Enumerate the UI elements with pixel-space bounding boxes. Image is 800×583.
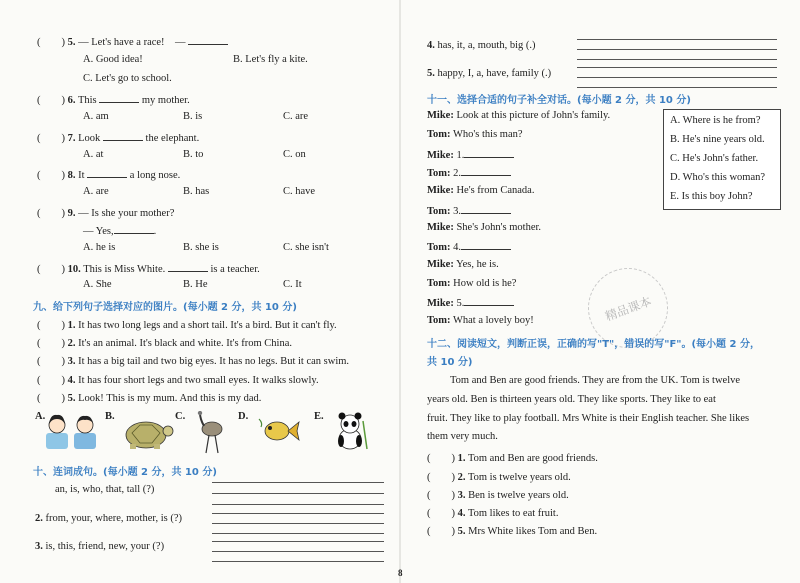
section-9-title: 九、给下列句子选择对应的图片。(每小题 2 分，共 10 分) [33, 302, 297, 313]
dialog-line: Mike: She's John's mother. [427, 222, 542, 233]
option-c: C. she isn't [283, 242, 329, 253]
dialog-line: Tom: 4. [427, 240, 511, 253]
option-a: A. at [83, 149, 104, 160]
answer-blank[interactable] [99, 93, 139, 103]
answer-blank[interactable] [461, 166, 511, 176]
section-10-title: 十、连词成句。(每小题 2 分，共 10 分) [33, 467, 217, 478]
answer-blank[interactable] [461, 204, 511, 214]
answer-line[interactable] [212, 504, 384, 505]
option-a: A. Good idea! [83, 54, 143, 65]
ostrich-picture [190, 411, 230, 458]
turtle-picture [118, 411, 174, 454]
section-11-title: 十一、选择合适的句子补全对话。(每小题 2 分，共 10 分) [427, 95, 691, 106]
true-false-item: ( ) 3. Ben is twelve years old. [427, 490, 569, 501]
matching-item: ( ) 2. It's an animal. It's black and white. It's from China. [37, 338, 293, 349]
answer-line[interactable] [212, 561, 384, 562]
answer-line[interactable] [212, 513, 384, 514]
true-false-item: ( ) 4. Tom likes to eat fruit. [427, 508, 559, 519]
page-divider [399, 0, 401, 583]
word-order-item: 3. is, this, friend, new, your (?) [35, 541, 165, 552]
dialog-line: Mike: Yes, he is. [427, 259, 499, 270]
dialog-line: Tom: 2. [427, 166, 511, 179]
answer-blank[interactable] [188, 35, 228, 45]
passage-line: Tom and Ben are good friends. They are from the UK. Tom is twelve [450, 375, 741, 386]
option-b: B. He [183, 279, 208, 290]
question-9: ( ) 9. — Is she your mother? [37, 208, 175, 219]
pic-label-d: D. [238, 411, 249, 422]
answer-blank[interactable] [114, 224, 154, 234]
option-b: B. she is [183, 242, 219, 253]
question-9-reply: — Yes, . [83, 226, 157, 237]
matching-item: ( ) 4. It has four short legs and two small eyes. It walks slowly. [37, 375, 319, 386]
section-12-title-cont: 共 10 分) [427, 357, 473, 368]
answer-line[interactable] [577, 39, 777, 40]
option-b: B. has [183, 186, 210, 197]
option-c: C. have [283, 186, 316, 197]
option-a: A. he is [83, 242, 116, 253]
pic-label-b: B. [105, 411, 115, 422]
option-c: C. on [283, 149, 306, 160]
answer-line[interactable] [577, 67, 777, 68]
answer-blank[interactable] [87, 168, 127, 178]
true-false-item: ( ) 2. Tom is twelve years old. [427, 472, 571, 483]
option-a: A. am [83, 111, 109, 122]
answer-line[interactable] [577, 59, 777, 60]
option-item: C. He's John's father. [670, 153, 759, 164]
dialog-line: Tom: 3. [427, 204, 511, 217]
option-c: C. Let's go to school. [83, 73, 172, 84]
fish-picture [255, 411, 301, 454]
answer-blank[interactable] [103, 131, 143, 141]
answer-line[interactable] [212, 493, 384, 494]
answer-line[interactable] [212, 551, 384, 552]
matching-item: ( ) 1. It has two long legs and a short tail. It's a bird. But it can't fly. [37, 320, 337, 331]
question-7: ( ) 7. Look the elephant. [37, 133, 200, 144]
answer-paren[interactable]: ( ) [37, 37, 65, 48]
answer-line[interactable] [212, 541, 384, 542]
answer-line[interactable] [212, 533, 384, 534]
option-item: A. Where is he from? [670, 115, 761, 126]
pic-label-e: E. [314, 411, 324, 422]
page-number: 8 [398, 568, 403, 578]
option-c: C. are [283, 111, 309, 122]
dialog-line: Mike: He's from Canada. [427, 185, 535, 196]
option-a: A. are [83, 186, 109, 197]
dialog-line: Tom: Who's this man? [427, 129, 523, 140]
dialog-line: Mike: 1. [427, 148, 514, 161]
answer-line[interactable] [577, 77, 777, 78]
panda-picture [330, 411, 370, 454]
answer-line[interactable] [577, 87, 777, 88]
options-box [663, 109, 781, 210]
true-false-item: ( ) 5. Mrs White likes Tom and Ben. [427, 526, 598, 537]
passage-line: them very much. [427, 431, 498, 442]
answer-blank[interactable] [464, 148, 514, 158]
question-5: ( ) 5. — Let's have a race! — [37, 34, 228, 49]
passage-line: fruit. They like to play football. Mrs White is their English teacher. She likes [427, 413, 750, 424]
true-false-item: ( ) 1. Tom and Ben are good friends. [427, 453, 598, 464]
matching-item: ( ) 3. It has a big tail and two big eyes. It has no legs. But it can swim. [37, 356, 350, 367]
section-12-title: 十二、阅读短文，判断正误，正确的写"T"，错误的写"F"。(每小题 2 分， [427, 339, 760, 350]
watermark-stamp: 精品课本 [577, 257, 680, 360]
option-item: E. Is this boy John? [670, 191, 753, 202]
dialog-line: Mike: Look at this picture of John's family. [427, 110, 611, 121]
word-order-item: 2. from, your, where, mother, is (?) [35, 513, 182, 524]
option-a: A. She [83, 279, 112, 290]
answer-blank[interactable] [168, 262, 208, 272]
option-b: B. is [183, 111, 203, 122]
dialog-line: Tom: What a lovely boy! [427, 315, 534, 326]
matching-item: ( ) 5. Look! This is my mum. And this is my dad. [37, 393, 262, 404]
option-b: B. Let's fly a kite. [233, 54, 308, 65]
passage-line: years old. Ben is thirteen years old. They like sports. They like to eat [427, 394, 716, 405]
option-item: D. Who's this woman? [670, 172, 766, 183]
dialog-line: Mike: 5. [427, 296, 514, 309]
answer-line[interactable] [212, 523, 384, 524]
answer-line[interactable] [212, 482, 384, 483]
option-b: B. to [183, 149, 204, 160]
pic-label-c: C. [175, 411, 186, 422]
word-order-item: 5. happy, I, a, have, family (.) [427, 68, 552, 79]
option-c: C. It [283, 279, 302, 290]
family-picture [44, 411, 100, 454]
word-order-item: an, is, who, that, tall (?) [55, 484, 155, 495]
option-item: B. He's nine years old. [670, 134, 765, 145]
dialog-line: Tom: How old is he? [427, 278, 517, 289]
pic-label-a: A. [35, 411, 46, 422]
question-8: ( ) 8. It a long nose. [37, 170, 181, 181]
question-6: ( ) 6. This my mother. [37, 95, 190, 106]
word-order-item: 4. has, it, a, mouth, big (.) [427, 40, 536, 51]
answer-blank[interactable] [464, 296, 514, 306]
answer-blank[interactable] [461, 240, 511, 250]
question-10: ( ) 10. This is Miss White. is a teacher. [37, 264, 260, 275]
answer-line[interactable] [577, 49, 777, 50]
